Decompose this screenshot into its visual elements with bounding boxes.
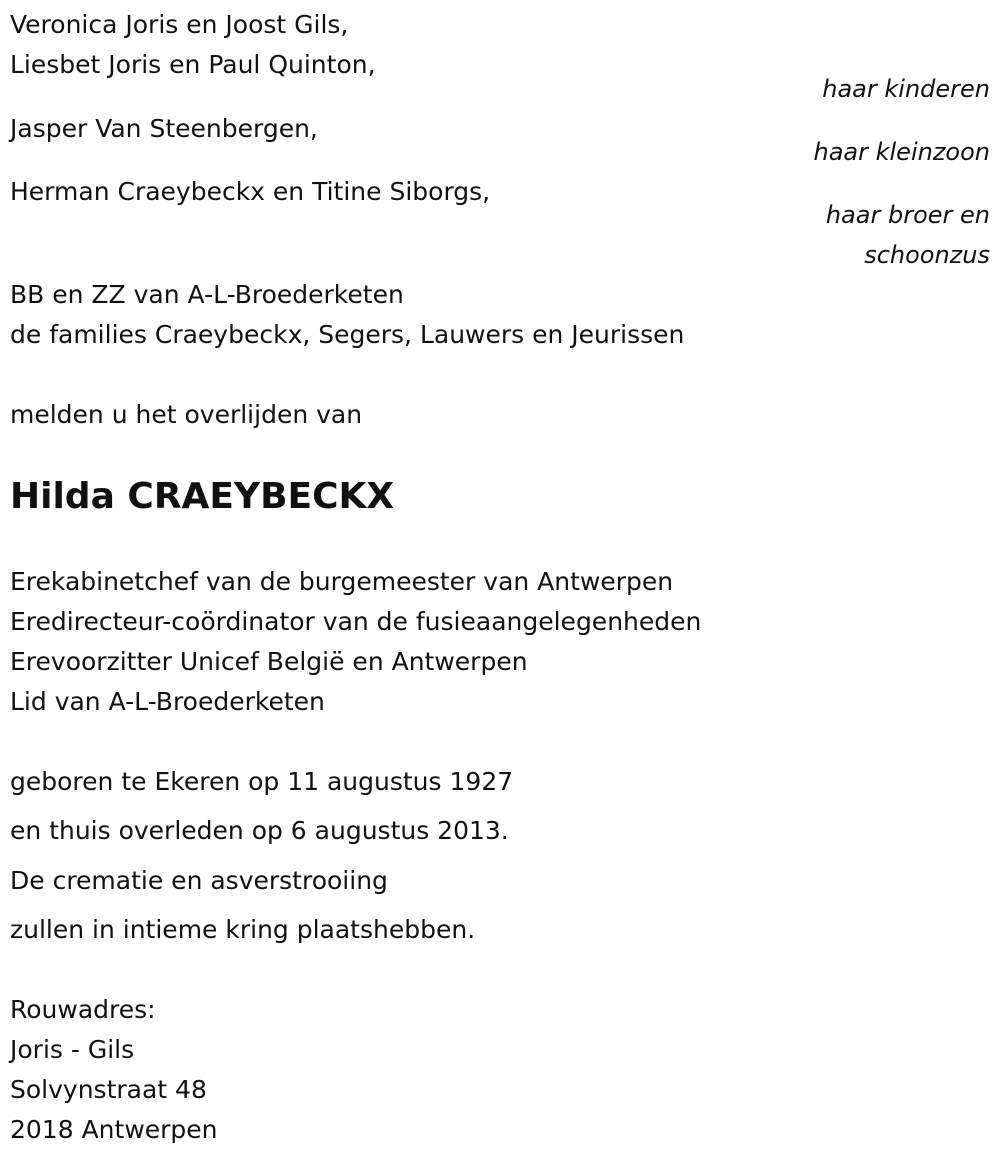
address-city: 2018 Antwerpen [10,1115,218,1144]
address-name: Joris - Gils [10,1035,135,1064]
address-street: Solvynstraat 48 [10,1075,207,1104]
deceased-name: Hilda CRAEYBECKX [10,476,395,517]
children-line-2: Liesbet Joris en Paul Quinton, [10,50,376,79]
cremation-line: De crematie en asverstrooiing [10,866,388,895]
children-relation: haar kinderen [822,75,990,103]
sibling-relation-line-2: schoonzus [864,241,990,269]
others-line-2: de families Craeybeckx, Segers, Lauwers en Jeurissen [10,320,685,349]
ceremony-line: zullen in intieme kring plaatshebben. [10,915,476,944]
sibling-relation-line-1: haar broer en [825,201,990,229]
title-line: Eredirecteur-coördinator van de fusieaangelegenheden [10,607,702,636]
address-label: Rouwadres: [10,995,156,1024]
others-line-1: BB en ZZ van A-L-Broederketen [10,280,404,309]
sibling-line: Herman Craeybeckx en Titine Siborgs, [10,177,491,206]
birth-line: geboren te Ekeren op 11 augustus 1927 [10,767,514,796]
title-line: Erevoorzitter Unicef België en Antwerpen [10,647,528,676]
title-line: Lid van A-L-Broederketen [10,687,325,716]
title-line: Erekabinetchef van de burgemeester van Antwerpen [10,567,674,596]
grandson-relation: haar kleinzoon [813,138,990,166]
children-line-1: Veronica Joris en Joost Gils, [10,10,349,39]
death-line: en thuis overleden op 6 augustus 2013. [10,816,509,845]
announcement: melden u het overlijden van [10,400,363,429]
grandson-line: Jasper Van Steenbergen, [10,114,318,143]
